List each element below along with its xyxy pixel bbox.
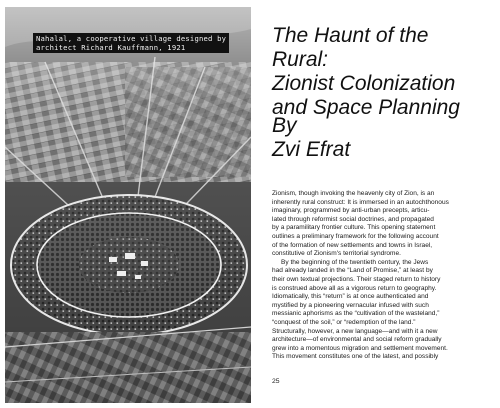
article-body [272, 190, 487, 362]
article-title-line-3: and Space Planning [272, 96, 460, 119]
paragraph-2-line: Idiomatically, this “return” is at once authenticated and [272, 293, 429, 301]
paragraph-1-line: Zionism, though invoking the heavenly city of Zion, is an [272, 190, 435, 197]
paragraph-2-line: This movement constitutes one of the latest, and possibly [272, 353, 439, 361]
paragraph-2 [272, 259, 487, 362]
aerial-photo-graphic [5, 7, 251, 403]
paragraph-1-line: inherently rural construct: It is immersed in an autochthonous [272, 198, 449, 206]
paragraph-2-line: had already landed in the “Land of Promise,” at least by [272, 267, 433, 275]
author-name: Zvi Efrat [272, 138, 351, 161]
paragraph-1-line: by a paramilitary frontier culture. This opening statement [272, 224, 436, 232]
paragraph-2-line: By the beginning of the twentieth century, the Jews [281, 258, 429, 266]
page-number: 25 [272, 378, 280, 385]
photo-caption-line-1: Nahalal, a cooperative village designed by [36, 34, 227, 43]
photo-caption [33, 33, 229, 53]
paragraph-2-line: messianic aphorisms as the “cultivation of the wasteland,” [272, 310, 440, 318]
paragraph-1-line: of the formation of new settlements and towns in Israel, [272, 241, 433, 249]
paragraph-2-line: grew into a momentous migration and settlement movement. [272, 344, 448, 352]
article-title-line-2: Zionist Colonization [272, 72, 456, 95]
aerial-photo-nahalal [5, 7, 251, 403]
article-title-line-1: The Haunt of the Rural: [272, 24, 429, 71]
paragraph-2-line: is construed above all as a vigorous return to geography. [272, 284, 437, 292]
paragraph-2-line: their own textual projections. Their staged return to history [272, 275, 441, 283]
photo-caption-line-2: architect Richard Kauffmann, 1921 [36, 43, 186, 52]
paragraph-1-line: outlines a preliminary framework for the following account [272, 232, 439, 240]
paragraph-2-line: mystified by a pioneering vernacular infused with such [272, 301, 429, 309]
article-title [272, 24, 487, 120]
paragraph-2-line: architecture—of environmental and social reform gradually [272, 336, 442, 344]
paragraph-1-line: imaginary, programmed by anti-urban precepts, articu- [272, 207, 430, 215]
paragraph-1-line: constitutive of Zionism's territorial syndrome. [272, 250, 401, 258]
paragraph-1 [272, 190, 487, 259]
paragraph-2-line: Structurally, however, a new language—and with it a new [272, 327, 438, 335]
paragraph-1-line: lated through reformist social doctrines, and propagated [272, 215, 434, 223]
paragraph-2-line: “conquest of the soil,” or “redemption of the land.” [272, 318, 416, 326]
author-by: By [272, 114, 297, 137]
